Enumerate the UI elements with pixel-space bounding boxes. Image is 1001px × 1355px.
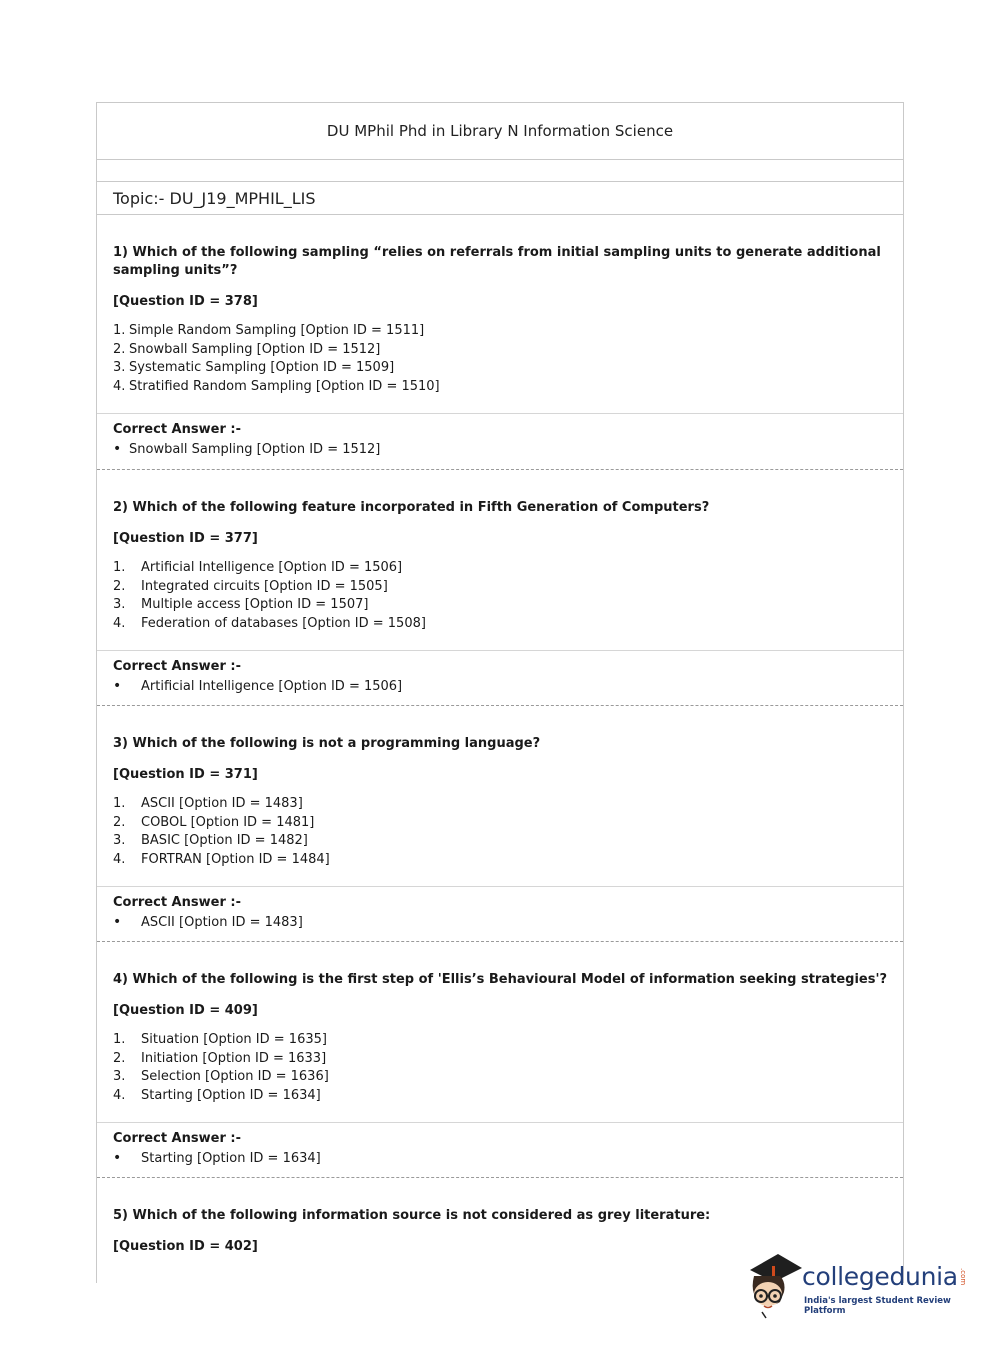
logo-tagline: India's largest Student Review Platform [804,1296,951,1316]
option: 4. Starting [Option ID = 1634] [113,1087,321,1103]
answer-1 [97,413,903,469]
topic-label: Topic:- DU_J19_MPHIL_LIS [97,182,903,215]
option: 2. Snowball Sampling [Option ID = 1512] [113,341,381,357]
option: 1. ASCII [Option ID = 1483] [113,796,303,811]
question-divider [97,469,903,470]
question-3-id: [Question ID = 371] [113,767,258,782]
option: 3. Multiple access [Option ID = 1507] [113,597,369,612]
bullet-icon: • [113,1150,122,1166]
correct-answer-item: • Snowball Sampling [Option ID = 1512] [113,441,381,457]
question-divider [97,1177,903,1178]
option: 1. Situation [Option ID = 1635] [113,1032,327,1047]
correct-answer-item: • Artificial Intelligence [Option ID = 1506] [113,678,403,694]
question-2 [97,499,903,633]
question-5-text: 5) Which of the following information source is not considered as grey literature: [113,1208,711,1223]
bullet-icon: • [113,441,122,457]
question-1 [97,244,903,396]
question-4-id: [Question ID = 409] [113,1003,258,1018]
mascot-icon [744,1248,806,1320]
question-1-id: [Question ID = 378] [113,294,258,309]
question-1-options [113,322,887,396]
question-2-id: [Question ID = 377] [113,531,258,546]
answer-4 [97,1122,903,1178]
question-3-text: 3) Which of the following is not a programming language? [113,736,541,751]
document-page [96,102,904,1283]
correct-answer-item: • Starting [Option ID = 1634] [113,1150,321,1166]
option: 1. Simple Random Sampling [Option ID = 1511] [113,323,425,338]
collegedunia-logo[interactable] [744,1248,974,1320]
option: 4. FORTRAN [Option ID = 1484] [113,851,330,867]
question-2-options [113,559,887,633]
question-4-options [113,1031,887,1105]
answer-3 [97,886,903,942]
correct-answer-label: Correct Answer :- [113,659,241,674]
option: 4. Federation of databases [Option ID = 1508] [113,615,426,631]
question-1-text: 1) Which of the following sampling “relies on referrals from initial sampling units to generate additional sampling units”? [113,245,881,278]
logo-dotcom: .com [959,1268,967,1286]
header-spacer-row [97,160,903,182]
question-5 [97,1207,903,1254]
question-2-text: 2) Which of the following feature incorporated in Fifth Generation of Computers? [113,500,710,515]
question-3-options [113,795,887,869]
option: 3. Systematic Sampling [Option ID = 1509] [113,360,395,375]
correct-answer-label: Correct Answer :- [113,1131,241,1146]
option: 2. Initiation [Option ID = 1633] [113,1050,327,1066]
question-4 [97,971,903,1105]
correct-answer-label: Correct Answer :- [113,422,241,437]
question-divider [97,941,903,942]
option: 2. Integrated circuits [Option ID = 1505] [113,578,388,594]
option: 4. Stratified Random Sampling [Option ID = 1510] [113,378,440,394]
option: 2. COBOL [Option ID = 1481] [113,814,315,830]
question-5-id: [Question ID = 402] [113,1239,258,1254]
bullet-icon: • [113,678,122,694]
answer-2 [97,650,903,706]
bullet-icon: • [113,914,122,930]
option: 3. Selection [Option ID = 1636] [113,1069,329,1084]
correct-answer-label: Correct Answer :- [113,895,241,910]
option: 3. BASIC [Option ID = 1482] [113,833,308,848]
option: 1. Artificial Intelligence [Option ID = 1506] [113,560,403,575]
logo-brand-text: collegedunia [802,1262,958,1291]
question-3 [97,735,903,869]
question-4-text: 4) Which of the following is the first step of 'Ellis’s Behavioural Model of information seeking strategies'? [113,972,887,987]
correct-answer-item: • ASCII [Option ID = 1483] [113,914,303,930]
document-title: DU MPhil Phd in Library N Information Science [97,103,903,160]
question-divider [97,705,903,706]
